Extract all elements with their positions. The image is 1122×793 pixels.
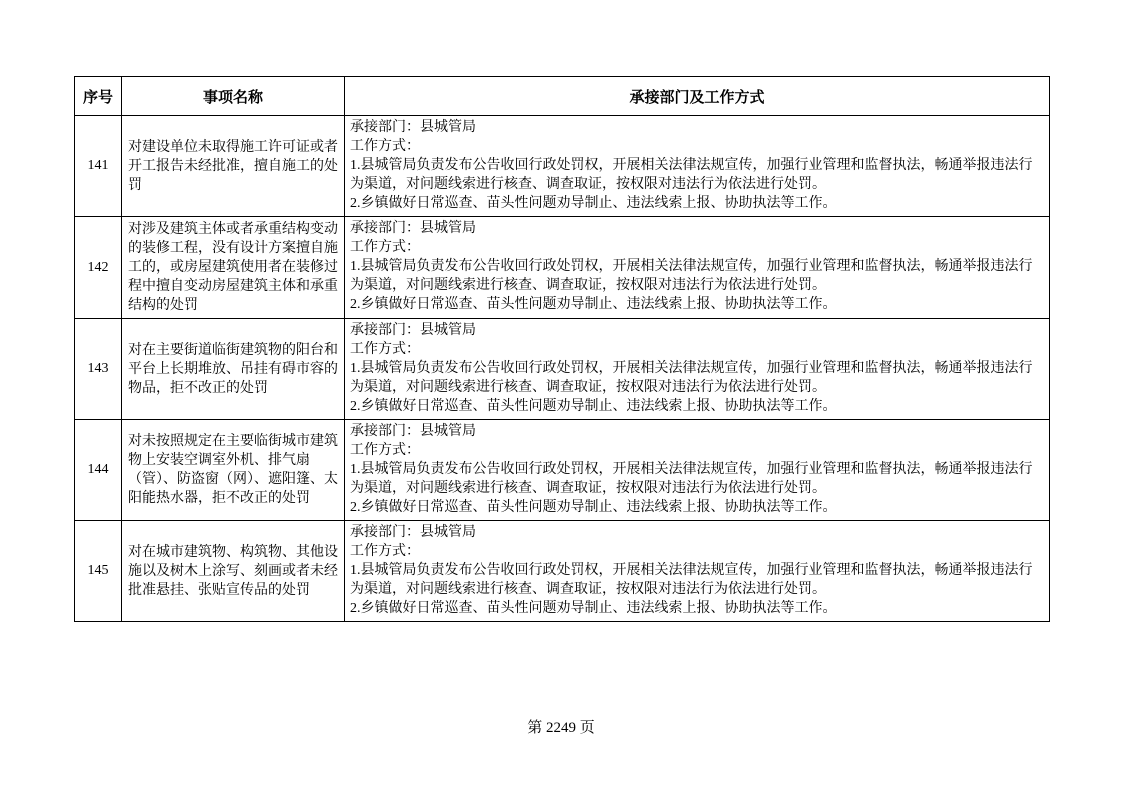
row-serial-number: 143 (75, 319, 122, 420)
items-table (74, 76, 1050, 622)
row-serial-number: 145 (75, 521, 122, 622)
header-item-name: 事项名称 (122, 77, 345, 116)
work-mode-item-1: 1.县城管局负责发布公告收回行政处罚权，开展相关法律法规宣传，加强行业管理和监督执法，畅通举报违法行为渠道，对问题线索进行核查、调查取证，按权限对违法行为依法进行处罚。 (350, 259, 1033, 293)
table-header-row (75, 77, 1050, 116)
dept-line: 承接部门：县城管局 (350, 120, 476, 135)
table-row (75, 521, 1050, 622)
work-mode-item-1: 1.县城管局负责发布公告收回行政处罚权，开展相关法律法规宣传，加强行业管理和监督执法，畅通举报违法行为渠道，对问题线索进行核查、调查取证，按权限对违法行为依法进行处罚。 (350, 563, 1033, 597)
work-mode-item-2: 2.乡镇做好日常巡查、苗头性问题劝导制止、违法线索上报、协助执法等工作。 (350, 601, 837, 616)
work-mode-label: 工作方式： (350, 342, 420, 357)
dept-work-cell (345, 420, 1050, 521)
dept-work-cell (345, 319, 1050, 420)
item-name-cell: 对未按照规定在主要临街城市建筑物上安装空调室外机、排气扇（管）、防盗窗（网）、遮阳篷、太阳能热水器，拒不改正的处罚 (122, 420, 345, 521)
row-serial-number: 141 (75, 116, 122, 217)
item-name-cell: 对在主要街道临街建筑物的阳台和平台上长期堆放、吊挂有碍市容的物品，拒不改正的处罚 (122, 319, 345, 420)
dept-line: 承接部门：县城管局 (350, 525, 476, 540)
table-row (75, 116, 1050, 217)
work-mode-item-2: 2.乡镇做好日常巡查、苗头性问题劝导制止、违法线索上报、协助执法等工作。 (350, 297, 837, 312)
row-serial-number: 144 (75, 420, 122, 521)
dept-work-cell (345, 217, 1050, 319)
dept-line: 承接部门：县城管局 (350, 424, 476, 439)
work-mode-label: 工作方式： (350, 240, 420, 255)
header-serial-number: 序号 (75, 77, 122, 116)
table-row (75, 217, 1050, 319)
work-mode-label: 工作方式： (350, 139, 420, 154)
dept-line: 承接部门：县城管局 (350, 221, 476, 236)
item-name-cell: 对涉及建筑主体或者承重结构变动的装修工程，没有设计方案擅自施工的，或房屋建筑使用者在装修过程中擅自变动房屋建筑主体和承重结构的处罚 (122, 217, 345, 319)
work-mode-item-2: 2.乡镇做好日常巡查、苗头性问题劝导制止、违法线索上报、协助执法等工作。 (350, 500, 837, 515)
table-row (75, 420, 1050, 521)
dept-line: 承接部门：县城管局 (350, 323, 476, 338)
dept-work-cell (345, 521, 1050, 622)
work-mode-item-1: 1.县城管局负责发布公告收回行政处罚权，开展相关法律法规宣传，加强行业管理和监督执法，畅通举报违法行为渠道，对问题线索进行核查、调查取证，按权限对违法行为依法进行处罚。 (350, 462, 1033, 496)
work-mode-label: 工作方式： (350, 443, 420, 458)
page-number: 第 2249 页 (527, 720, 595, 736)
row-serial-number: 142 (75, 217, 122, 319)
work-mode-item-2: 2.乡镇做好日常巡查、苗头性问题劝导制止、违法线索上报、协助执法等工作。 (350, 196, 837, 211)
dept-work-cell (345, 116, 1050, 217)
work-mode-label: 工作方式： (350, 544, 420, 559)
item-name-cell: 对在城市建筑物、构筑物、其他设施以及树木上涂写、刻画或者未经批准悬挂、张贴宣传品的处罚 (122, 521, 345, 622)
work-mode-item-2: 2.乡镇做好日常巡查、苗头性问题劝导制止、违法线索上报、协助执法等工作。 (350, 399, 837, 414)
work-mode-item-1: 1.县城管局负责发布公告收回行政处罚权，开展相关法律法规宣传，加强行业管理和监督执法，畅通举报违法行为渠道，对问题线索进行核查、调查取证，按权限对违法行为依法进行处罚。 (350, 361, 1033, 395)
item-name-cell: 对建设单位未取得施工许可证或者开工报告未经批准，擅自施工的处罚 (122, 116, 345, 217)
table-row (75, 319, 1050, 420)
header-dept-and-work-mode: 承接部门及工作方式 (345, 77, 1050, 116)
work-mode-item-1: 1.县城管局负责发布公告收回行政处罚权，开展相关法律法规宣传，加强行业管理和监督执法，畅通举报违法行为渠道，对问题线索进行核查、调查取证，按权限对违法行为依法进行处罚。 (350, 158, 1033, 192)
